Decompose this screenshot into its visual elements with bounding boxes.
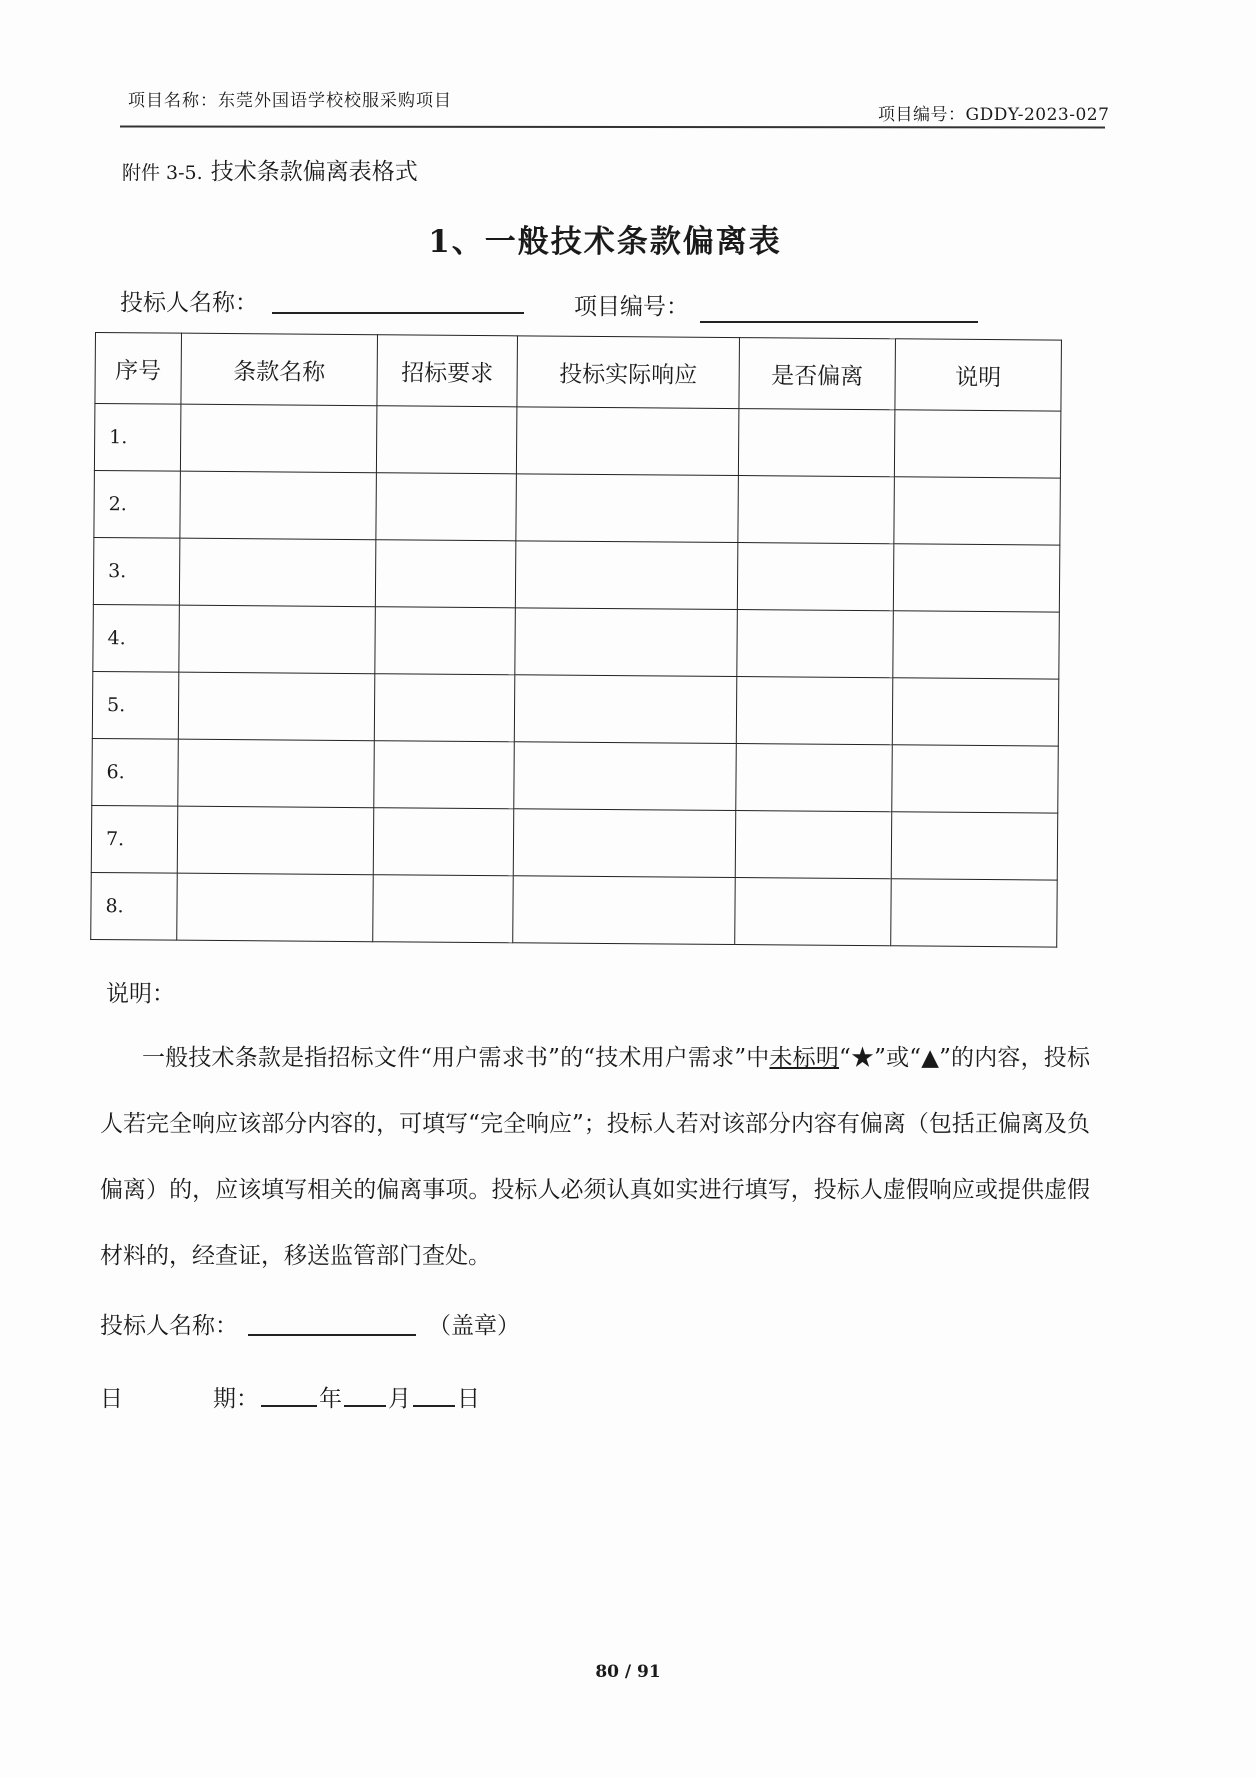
table-row <box>94 470 1060 545</box>
month-label: 月 <box>388 1386 411 1412</box>
table-cell[interactable] <box>736 677 893 745</box>
table-cell[interactable] <box>514 675 737 744</box>
table-cell[interactable] <box>374 741 515 809</box>
table-cell[interactable] <box>737 610 894 678</box>
table-cell[interactable] <box>179 605 376 674</box>
table-cell[interactable] <box>375 540 516 608</box>
table-cell[interactable] <box>178 739 375 808</box>
date-row <box>100 1380 480 1413</box>
header-divider <box>120 125 1105 128</box>
date-label-second: 期： <box>213 1386 259 1412</box>
project-number-blank[interactable] <box>700 321 978 323</box>
month-blank[interactable] <box>344 1405 386 1407</box>
row-number: 8. <box>91 872 178 940</box>
table-row <box>91 872 1057 947</box>
deviation-table <box>90 332 1061 948</box>
table-cell[interactable] <box>177 806 374 875</box>
table-cell[interactable] <box>516 407 739 476</box>
row-number: 3. <box>93 537 180 605</box>
signature-bidder-label: 投标人名称： <box>100 1313 238 1339</box>
table-cell[interactable] <box>893 611 1060 679</box>
row-number: 5. <box>92 671 179 739</box>
year-label: 年 <box>319 1386 342 1412</box>
header-cell: 招标要求 <box>377 335 518 407</box>
year-blank[interactable] <box>261 1405 317 1407</box>
table-cell[interactable] <box>891 812 1058 880</box>
header-project-name: 项目名称：东莞外国语学校校服采购项目 <box>128 91 452 111</box>
table-cell[interactable] <box>516 474 739 543</box>
appendix-title: 技术条款偏离表格式 <box>210 159 418 185</box>
header-cell: 是否偏离 <box>739 338 896 410</box>
table-cell[interactable] <box>177 873 374 942</box>
table-row <box>91 805 1057 880</box>
table-cell[interactable] <box>376 406 517 474</box>
table-cell[interactable] <box>373 808 514 876</box>
table-row <box>93 604 1059 679</box>
table-cell[interactable] <box>376 473 517 541</box>
table-cell[interactable] <box>894 477 1061 545</box>
notes-paragraph <box>100 1025 1090 1289</box>
table-cell[interactable] <box>894 410 1061 478</box>
row-number: 7. <box>91 805 178 873</box>
table-cell[interactable] <box>735 878 892 946</box>
table-cell[interactable] <box>374 674 515 742</box>
table-row <box>92 738 1058 813</box>
document-title: 1、一般技术条款偏离表 <box>428 224 782 260</box>
table-cell[interactable] <box>735 811 892 879</box>
header-cell: 序号 <box>95 333 182 405</box>
table-cell[interactable] <box>893 544 1060 612</box>
notes-underlined-text: 未标明 <box>769 1045 840 1071</box>
header-cell: 投标实际响应 <box>517 336 740 409</box>
table-row <box>92 671 1058 746</box>
row-number: 1. <box>94 404 181 472</box>
header-cell: 说明 <box>895 339 1062 411</box>
table-cell[interactable] <box>737 543 894 611</box>
signature-bidder-blank[interactable] <box>248 1334 416 1336</box>
appendix-heading <box>122 153 418 186</box>
row-number: 2. <box>94 470 181 538</box>
appendix-label: 附件 3-5. <box>122 162 203 184</box>
notes-text-rest: “★”或“▲”的内容，投标人若完全响应该部分内容的，可填写“完全响应”；投标人若对该部分内容有偏离（包括正偏离及负偏离）的，应该填写相关的偏离事项。投标人必须认真如实进行填写，投标人虚假响应或提供虚假材料的，经查证，移送监管部门查处。 <box>100 1045 1090 1269</box>
notes-title: 说明： <box>106 981 175 1007</box>
table-cell[interactable] <box>892 745 1059 813</box>
table-cell[interactable] <box>180 404 377 473</box>
table-row <box>94 404 1060 479</box>
day-label: 日 <box>457 1386 480 1412</box>
table-cell[interactable] <box>736 744 893 812</box>
notes-text-start: 一般技术条款是指招标文件“用户需求书”的“技术用户需求”中 <box>142 1045 770 1071</box>
table-cell[interactable] <box>515 541 738 610</box>
table-row <box>93 537 1059 612</box>
table-cell[interactable] <box>738 476 895 544</box>
project-number-label: 项目编号： <box>574 294 689 320</box>
table-header-row <box>95 333 1062 412</box>
table-cell[interactable] <box>515 608 738 677</box>
header-project-code: 项目编号：GDDY-2023-027 <box>878 105 1110 125</box>
table-cell[interactable] <box>179 538 376 607</box>
row-number: 4. <box>93 604 180 672</box>
day-blank[interactable] <box>413 1405 455 1407</box>
table-cell[interactable] <box>891 879 1058 947</box>
date-label-first: 日 <box>100 1386 123 1412</box>
bidder-name-label: 投标人名称： <box>120 290 258 316</box>
table-cell[interactable] <box>178 672 375 741</box>
seal-note: （盖章） <box>428 1313 520 1339</box>
bidder-name-blank[interactable] <box>272 312 524 314</box>
table-cell[interactable] <box>513 809 736 878</box>
row-number: 6. <box>92 738 179 806</box>
table-cell[interactable] <box>513 876 736 945</box>
table-cell[interactable] <box>738 409 895 477</box>
table-cell[interactable] <box>373 875 514 943</box>
table-cell[interactable] <box>892 678 1059 746</box>
table-cell[interactable] <box>180 471 377 540</box>
table-cell[interactable] <box>514 742 737 811</box>
table-cell[interactable] <box>375 607 516 675</box>
page-number: 80 / 91 <box>595 1662 661 1682</box>
header-cell: 条款名称 <box>181 333 378 406</box>
